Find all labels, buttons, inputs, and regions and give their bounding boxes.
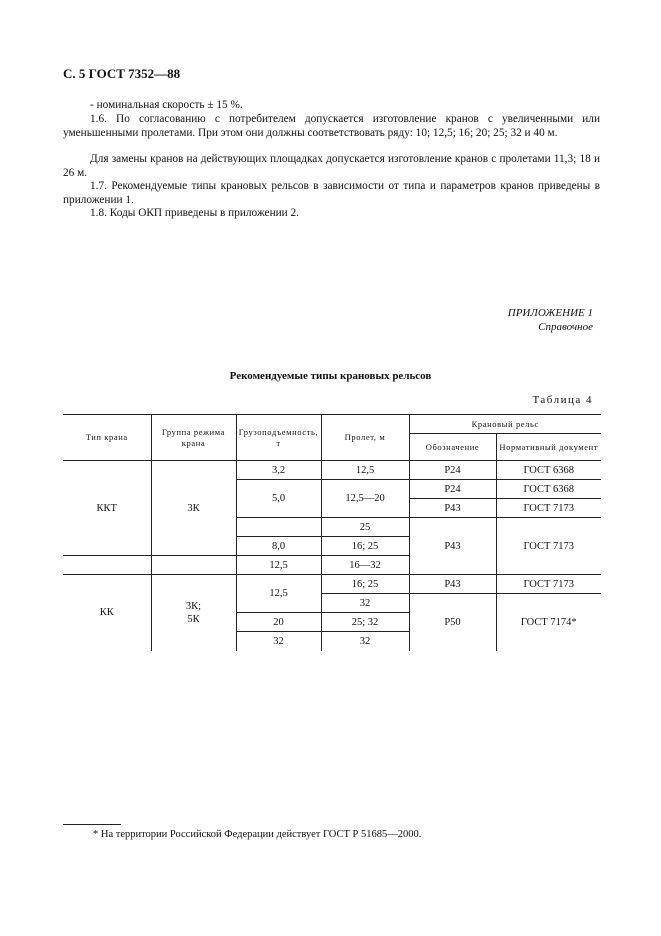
crane-rail-table: [63, 414, 601, 651]
cell-capacity: [236, 518, 321, 537]
cell-span: 12,5: [321, 461, 409, 480]
cell-span: 12,5—20: [321, 480, 409, 518]
table-row: [63, 461, 601, 480]
appendix-title: ПРИЛОЖЕНИЕ 1: [507, 307, 593, 319]
cell-normative-document: ГОСТ 7173: [496, 499, 601, 518]
cell-capacity: 12,5: [236, 556, 321, 575]
footnote-divider: [63, 824, 121, 825]
cell-mode-group: 3К: [151, 461, 236, 556]
paragraph-1-6: 1.6. По согласованию с потребителем допускается изготовление кранов с увеличенными или уменьшенными пролетами. При этом они должны соответствовать ряду: 10; 12,5; 16; 20; 25; 32 и 40 м.: [63, 113, 600, 139]
cell-span: 32: [321, 632, 409, 651]
cell-rail-designation: Р24: [409, 480, 496, 499]
cell-normative-document: ГОСТ 7173: [496, 575, 601, 594]
cell-rail-designation: Р24: [409, 461, 496, 480]
header-crane-type: Тип крана: [63, 415, 151, 461]
cell-capacity: 32: [236, 632, 321, 651]
cell-rail-designation: Р43: [409, 518, 496, 575]
cell-crane-type: ККТ: [63, 461, 151, 556]
paragraph-replacement: Для замены кранов на действующих площадках допускается изготовление кранов с пролетами 11,3; 18 и 26 м.: [63, 153, 600, 179]
cell-span: 16—32: [321, 556, 409, 575]
paragraph-speed: - номинальная скорость ± 15 %.: [90, 99, 243, 111]
cell-crane-type: [63, 556, 151, 575]
appendix-subtitle: Справочное: [538, 321, 593, 333]
cell-rail-designation: Р43: [409, 575, 496, 594]
header-mode-group: Группа режима крана: [151, 415, 236, 461]
cell-span: 32: [321, 594, 409, 613]
footnote: * На территории Российской Федерации действует ГОСТ Р 51685—2000.: [93, 829, 422, 840]
appendix-label: [508, 306, 593, 334]
cell-rail-designation: Р50: [409, 594, 496, 651]
table-row: [63, 575, 601, 594]
cell-capacity: 20: [236, 613, 321, 632]
cell-normative-document: ГОСТ 7173: [496, 518, 601, 575]
cell-span: 25; 32: [321, 613, 409, 632]
cell-mode-group: [151, 556, 236, 575]
cell-capacity: 8,0: [236, 537, 321, 556]
cell-span: 25: [321, 518, 409, 537]
page-header: С. 5 ГОСТ 7352—88: [63, 66, 181, 81]
cell-capacity: 12,5: [236, 575, 321, 613]
cell-normative-document: ГОСТ 7174*: [496, 594, 601, 651]
cell-normative-document: ГОСТ 6368: [496, 461, 601, 480]
paragraph-1-7: 1.7. Рекомендуемые типы крановых рельсов в зависимости от типа и параметров кранов приведены в приложении 1.: [63, 180, 600, 206]
table-number: Таблица 4: [532, 394, 593, 406]
paragraph-1-8: 1.8. Коды ОКП приведены в приложении 2.: [90, 207, 300, 219]
header-crane-rail: Крановый рельс: [409, 415, 601, 434]
cell-normative-document: ГОСТ 6368: [496, 480, 601, 499]
header-designation: Обозначение: [409, 434, 496, 461]
cell-capacity: 3,2: [236, 461, 321, 480]
cell-span: 16; 25: [321, 537, 409, 556]
cell-crane-type: КК: [99, 607, 114, 619]
header-normative-document: Нормативный документ: [496, 434, 601, 461]
table-title: Рекомендуемые типы крановых рельсов: [229, 370, 432, 382]
cell-span: 16; 25: [321, 575, 409, 594]
header-span: Пролет, м: [321, 415, 409, 461]
cell-mode-group: 3К; 5К: [151, 575, 236, 651]
cell-rail-designation: Р43: [409, 499, 496, 518]
cell-capacity: 5,0: [236, 480, 321, 518]
header-capacity: Грузоподъемность, т: [236, 415, 321, 461]
